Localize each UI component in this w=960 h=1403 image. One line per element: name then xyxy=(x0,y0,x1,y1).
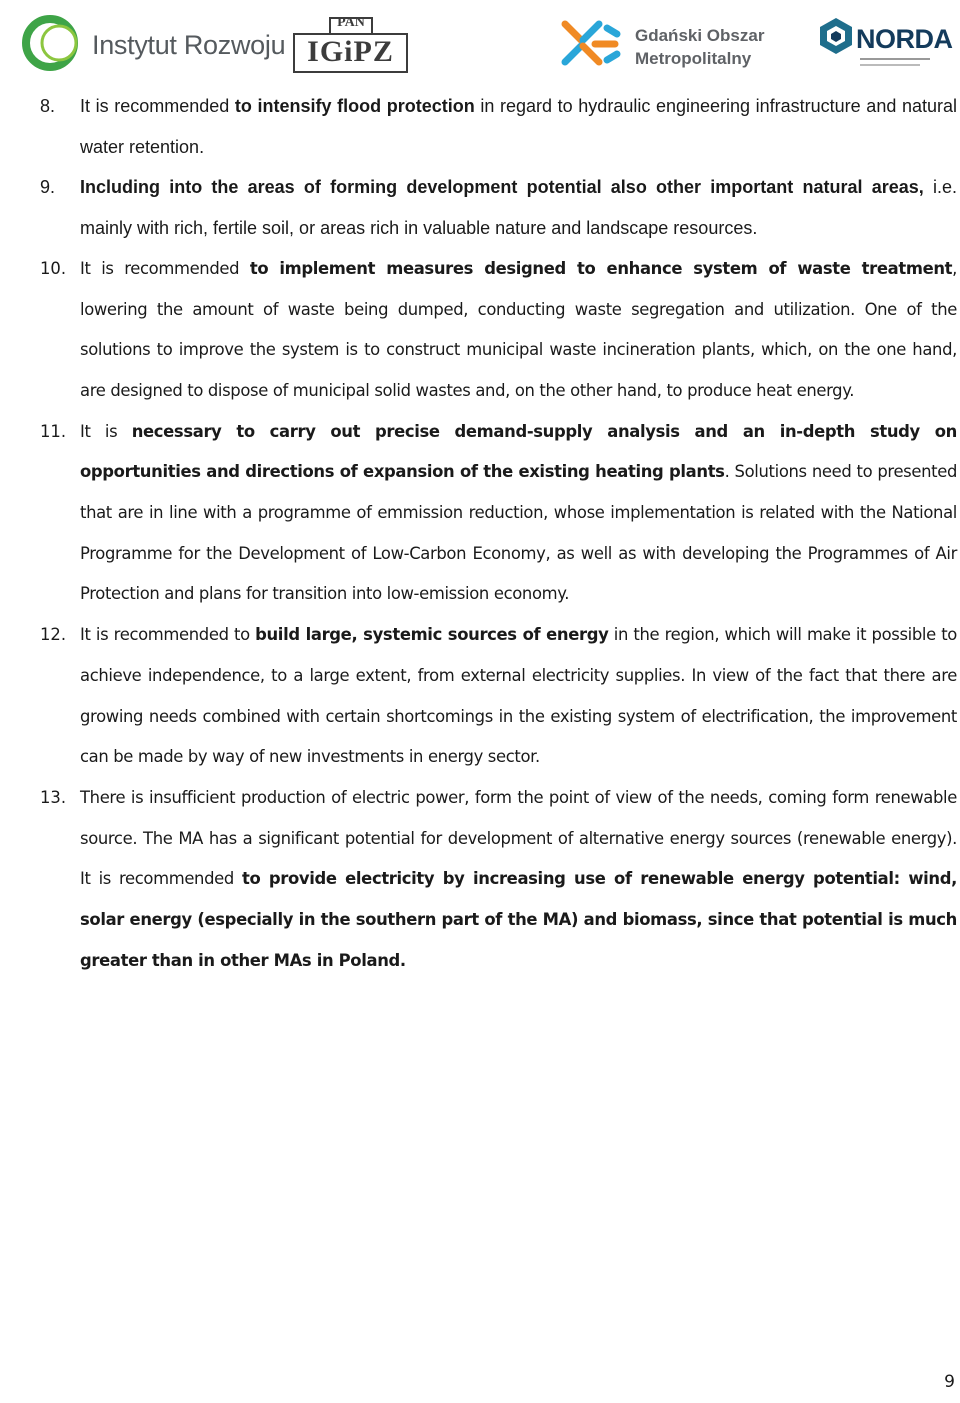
item-text xyxy=(80,412,957,616)
gom-label-line1: Gdański Obszar xyxy=(635,26,765,45)
list-item-10 xyxy=(0,249,960,412)
norda-hexagon-icon xyxy=(818,14,858,62)
item-text-plain: in the region, which will make it possible to achieve independence, to a large extent, from external electricity supplies. In view of the fact that there are growing needs combined with certain shortcomings in the existing system of electrification, the improvement can be made by way of new investments in energy sector. xyxy=(80,625,957,767)
item-text-bold: to intensify flood protection xyxy=(234,96,475,116)
list-item-11 xyxy=(0,412,960,616)
item-text-bold: build large, systemic sources of energy xyxy=(255,625,609,645)
item-number: 10. xyxy=(40,258,67,278)
item-text xyxy=(80,615,957,778)
instytut-rozwoju-logo xyxy=(22,12,286,74)
list-item-9 xyxy=(0,167,960,248)
instytut-rozwoju-emblem-icon xyxy=(22,12,84,74)
item-text xyxy=(80,778,957,982)
item-number: 9. xyxy=(40,177,56,198)
item-text-plain: There is insufficient production of electric power, form the point of view of the needs, coming form renewable source. The MA has a significant potential for development of alternative energy sources (renewable energy). It is recommended xyxy=(80,787,957,889)
norda-label: NORDA xyxy=(856,24,953,54)
item-text-bold: to implement measures designed to enhance system of waste treatment xyxy=(249,258,953,278)
item-number: 11. xyxy=(40,421,67,441)
recommendations-list xyxy=(0,86,960,981)
page-number: 9 xyxy=(944,1372,955,1392)
item-text-bold: to provide electricity by increasing use of renewable energy potential: wind, solar energy (especially in the southern part of the MA) and biomass, since that potential is much greater than in other MAs in Poland. xyxy=(80,869,958,970)
item-text-plain: It is recommended xyxy=(80,96,235,116)
item-text-plain: It is recommended xyxy=(80,258,250,278)
item-number: 8. xyxy=(40,96,56,116)
list-item-12 xyxy=(0,615,960,778)
igipz-label: IGiPZ xyxy=(307,35,394,68)
header-logos xyxy=(0,0,960,80)
list-item-8 xyxy=(0,86,960,167)
norda-logo xyxy=(818,14,953,74)
item-text-plain: It is xyxy=(80,421,132,441)
gom-label-line2: Metropolitalny xyxy=(635,49,752,68)
instytut-rozwoju-label: Instytut Rozwoju xyxy=(92,30,286,60)
pan-label: PAN xyxy=(337,15,365,30)
item-text-plain: It is recommended to xyxy=(80,625,256,645)
item-number: 12. xyxy=(40,625,67,645)
item-text-plain: in regard to hydraulic engineering infrastructure and natural water retention. xyxy=(80,96,958,157)
item-text xyxy=(80,167,957,248)
gom-mark-icon xyxy=(555,14,625,76)
item-text xyxy=(80,86,957,167)
gdanski-obszar-metropolitalny-logo xyxy=(555,14,785,76)
item-text-bold: necessary to carry out precise demand-supply analysis and an in-depth study on opportunities and directions of expansion of the existing heating plants xyxy=(80,421,957,482)
norda-tagline-line xyxy=(860,58,930,60)
norda-tagline-line xyxy=(860,64,920,66)
item-number: 13. xyxy=(40,787,67,807)
item-text-bold: Including into the areas of forming development potential also other important natural areas, xyxy=(80,177,924,198)
item-text xyxy=(80,249,957,412)
list-item-13 xyxy=(0,778,960,982)
item-text-plain: . Solutions need to presented that are in line with a programme of emmission reduction, whose implementation is related with the National Programme for the Development of Low-Carbon Economy, as well as with developing the Programmes of Air Protection and plans for transition into low-emission economy. xyxy=(80,462,958,604)
item-text-plain: i.e. mainly with rich, fertile soil, or areas rich in valuable nature and landscape resources. xyxy=(80,177,957,239)
pan-igipz-logo xyxy=(288,14,413,76)
item-text-plain: , lowering the amount of waste being dumped, conducting waste segregation and utilization. One of the solutions to improve the system is to construct municipal waste incineration plants, which, on the one hand, are designed to dispose of municipal solid wastes and, on the other hand, to produce heat energy. xyxy=(80,258,958,400)
